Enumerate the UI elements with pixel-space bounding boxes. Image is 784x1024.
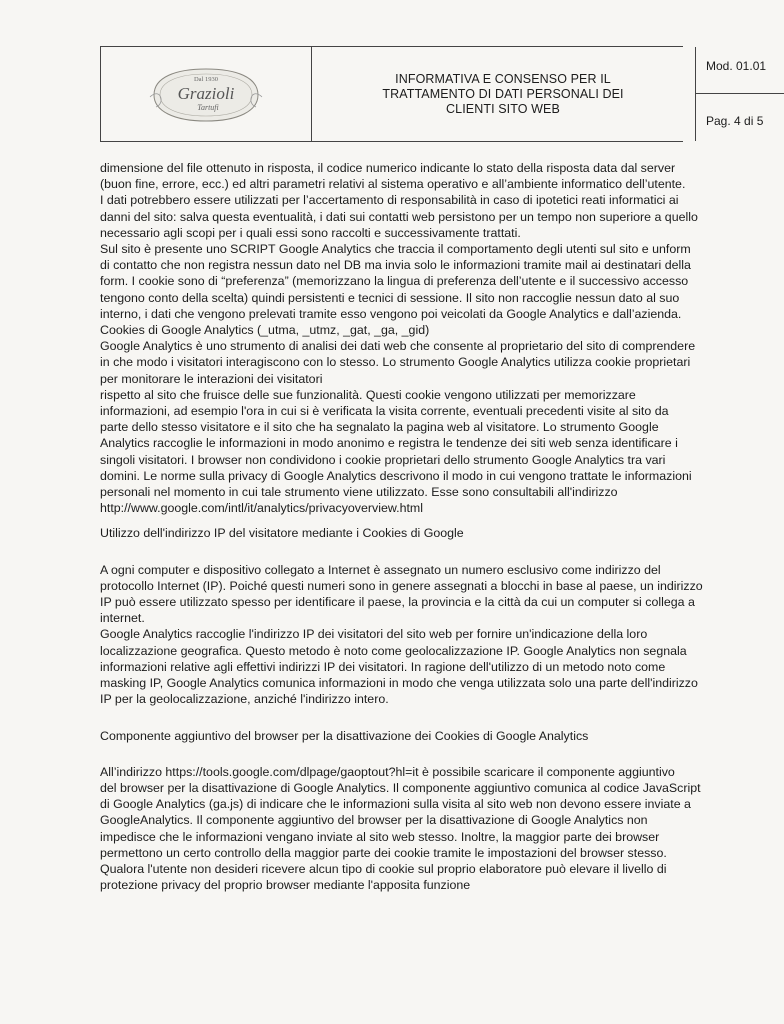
text-line: necessario agli scopi per i quali essi sono raccolti e successivamente trattati. (100, 225, 521, 240)
text-line: impedisce che le informazioni vengano inviate al sito web stesso. Inoltre, la maggior parte dei browser (100, 829, 660, 844)
text-line: rispetto al sito che fruisce delle sue funzionalità. Questi cookie vengono utilizzati per memorizzare (100, 387, 636, 402)
logo-year: Dal 1930 (193, 76, 219, 83)
logo-cell (101, 47, 312, 141)
text-line: Google Analytics raccoglie l'indirizzo IP dei visitatori del sito web per fornire un'indicazione della loro (100, 627, 648, 642)
text-line: Analytics raccoglie le informazioni in modo anonimo e registra le tendenze dei siti web senza identificare i (100, 436, 678, 451)
text-line: interno, i dati che vengono prelevati tramite esso vengono poi veicolati da Google Analytics e dall’azienda. (100, 306, 682, 321)
text-line: personali nel momento in cui tale strumento viene utilizzato. Esse sono consultabili all'indirizzo (100, 485, 618, 500)
text-line: protocollo Internet (IP). Poiché questi numeri sono in genere assegnati a blocchi in base al paese, un indirizzo (100, 578, 703, 593)
text-line: Sul sito è presente uno SCRIPT Google Analytics che traccia il comportamento degli utenti sul sito e unform (100, 242, 691, 257)
text-line: per monitorare le interazioni dei visitatori (100, 371, 323, 386)
text-line: singoli visitatori. I browser non condividono i cookie proprietari dello strumento Google Analytics tra vari (100, 452, 666, 467)
text-line: domini. Le norme sulla privacy di Google Analytics descrivono il modo in cui vengono trattate le informazioni (100, 468, 692, 483)
paragraph-analytics (100, 160, 698, 516)
text-line: internet. (100, 611, 145, 626)
text-line: di contatto che non registra nessun dato nel DB ma invia solo le informazioni tramite mail ai destinatari della (100, 258, 691, 273)
text-line: masking IP, Google Analytics comunica informazioni in modo che venga utilizzata solo una parte dell'indirizzo (100, 676, 698, 691)
title-line-1: INFORMATIVA E CONSENSO PER IL (395, 71, 611, 86)
logo-name: Grazioli (177, 84, 235, 103)
document-body (100, 160, 703, 893)
text-line: tengono conto della scelta) quindi persistenti e tecnici di sessione. Il sito non raccoglie nessun dato al suo (100, 290, 680, 305)
text-line: IP per la geolocalizzazione, anziché l'indirizzo intero. (100, 692, 389, 707)
text-line: form. I cookie sono di “preferenza” (memorizzano la lingua di preferenza dell’utente e il successivo accesso (100, 274, 689, 289)
title-line-3: CLIENTI SITO WEB (446, 101, 560, 116)
title-line-2: TRATTAMENTO DI DATI PERSONALI DEI (382, 86, 624, 101)
text-line: GoogleAnalytics. Il componente aggiuntivo del browser per la disattivazione di Google Analytics non (100, 813, 648, 828)
text-line: parte dello stesso visitatore e il sito che ha segnalato la pagina web al visitatore. Lo strumento Google (100, 420, 659, 435)
text-line: Cookies di Google Analytics (_utma, _utmz, _gat, _ga, _gid) (100, 323, 430, 338)
text-line: Google Analytics è uno strumento di analisi dei dati web che consente al proprietario del sito di comprendere (100, 339, 696, 354)
text-line: permettono un certo controllo della maggior parte dei cookie tramite le impostazioni del browser stesso. (100, 845, 667, 860)
page-number: Pag. 4 di 5 (706, 114, 764, 128)
section-heading-optout: Componente aggiuntivo del browser per la disattivazione dei Cookies di Google Analytics (100, 728, 589, 743)
text-line: dimensione del file ottenuto in risposta, il codice numerico indicante lo stato della risposta data dal server (100, 161, 676, 175)
text-line: del browser per la disattivazione di Google Analytics. Il componente aggiuntivo comunica al codice JavaScript (100, 780, 701, 795)
text-line: IP può essere utilizzato spesso per identificare il paese, la provincia e la città da cui un computer si collega a (100, 595, 695, 610)
paragraph-ip (100, 562, 703, 708)
logo-subtitle: Tartufi (197, 103, 219, 112)
text-line: danni del sito: salva questa eventualità, i dati sui contatti web persistono per un tempo non superiore a quello (100, 209, 698, 224)
text-line: in che modo i visitatori interagiscono con lo stesso. Lo strumento Google Analytics utilizza cookie proprietari (100, 355, 691, 370)
paragraph-optout (100, 764, 701, 894)
document-title (311, 47, 696, 141)
text-line: di Google Analytics (ga.js) di indicare che le informazioni sulla visita al sito web non devono essere inviate a (100, 797, 691, 812)
text-line: I dati potrebbero essere utilizzati per l’accertamento di responsabilità in caso di ipotetici reati informatici ai (100, 193, 679, 208)
text-line: informazioni, ad esempio l'ora in cui si è verificata la visita corrente, eventuali precedenti visite al sito da (100, 404, 669, 419)
text-line: localizzazione geografica. Questo metodo è noto come geolocalizzazione IP. Google Analytics non segnala (100, 643, 687, 658)
section-heading-ip: Utilizzo dell'indirizzo IP del visitatore mediante i Cookies di Google (100, 526, 464, 541)
grazioli-logo (146, 63, 266, 125)
text-line: protezione privacy del proprio browser mediante l'apposita funzione (100, 878, 471, 893)
document-header (100, 46, 767, 142)
text-line: A ogni computer e dispositivo collegato a Internet è assegnato un numero esclusivo come indirizzo del (100, 562, 661, 577)
text-line: informazioni relative agli effettivi indirizzi IP dei visitatori. In ragione dell'utilizzo di un metodo noto come (100, 659, 666, 674)
text-line: (buon fine, errore, ecc.) ed altri parametri relativi al sistema operativo e all’ambiente informatico dell’utente. (100, 177, 686, 192)
text-line: Qualora l'utente non desideri ricevere alcun tipo di cookie sul proprio elaboratore può elevare il livello di (100, 861, 667, 876)
module-number: Mod. 01.01 (696, 47, 784, 94)
text-line: All’indirizzo https://tools.google.com/dlpage/gaoptout?hl=it è possibile scaricare il componente aggiuntivo (100, 764, 675, 779)
privacy-url: http://www.google.com/intl/it/analytics/privacyoverview.html (100, 501, 423, 516)
